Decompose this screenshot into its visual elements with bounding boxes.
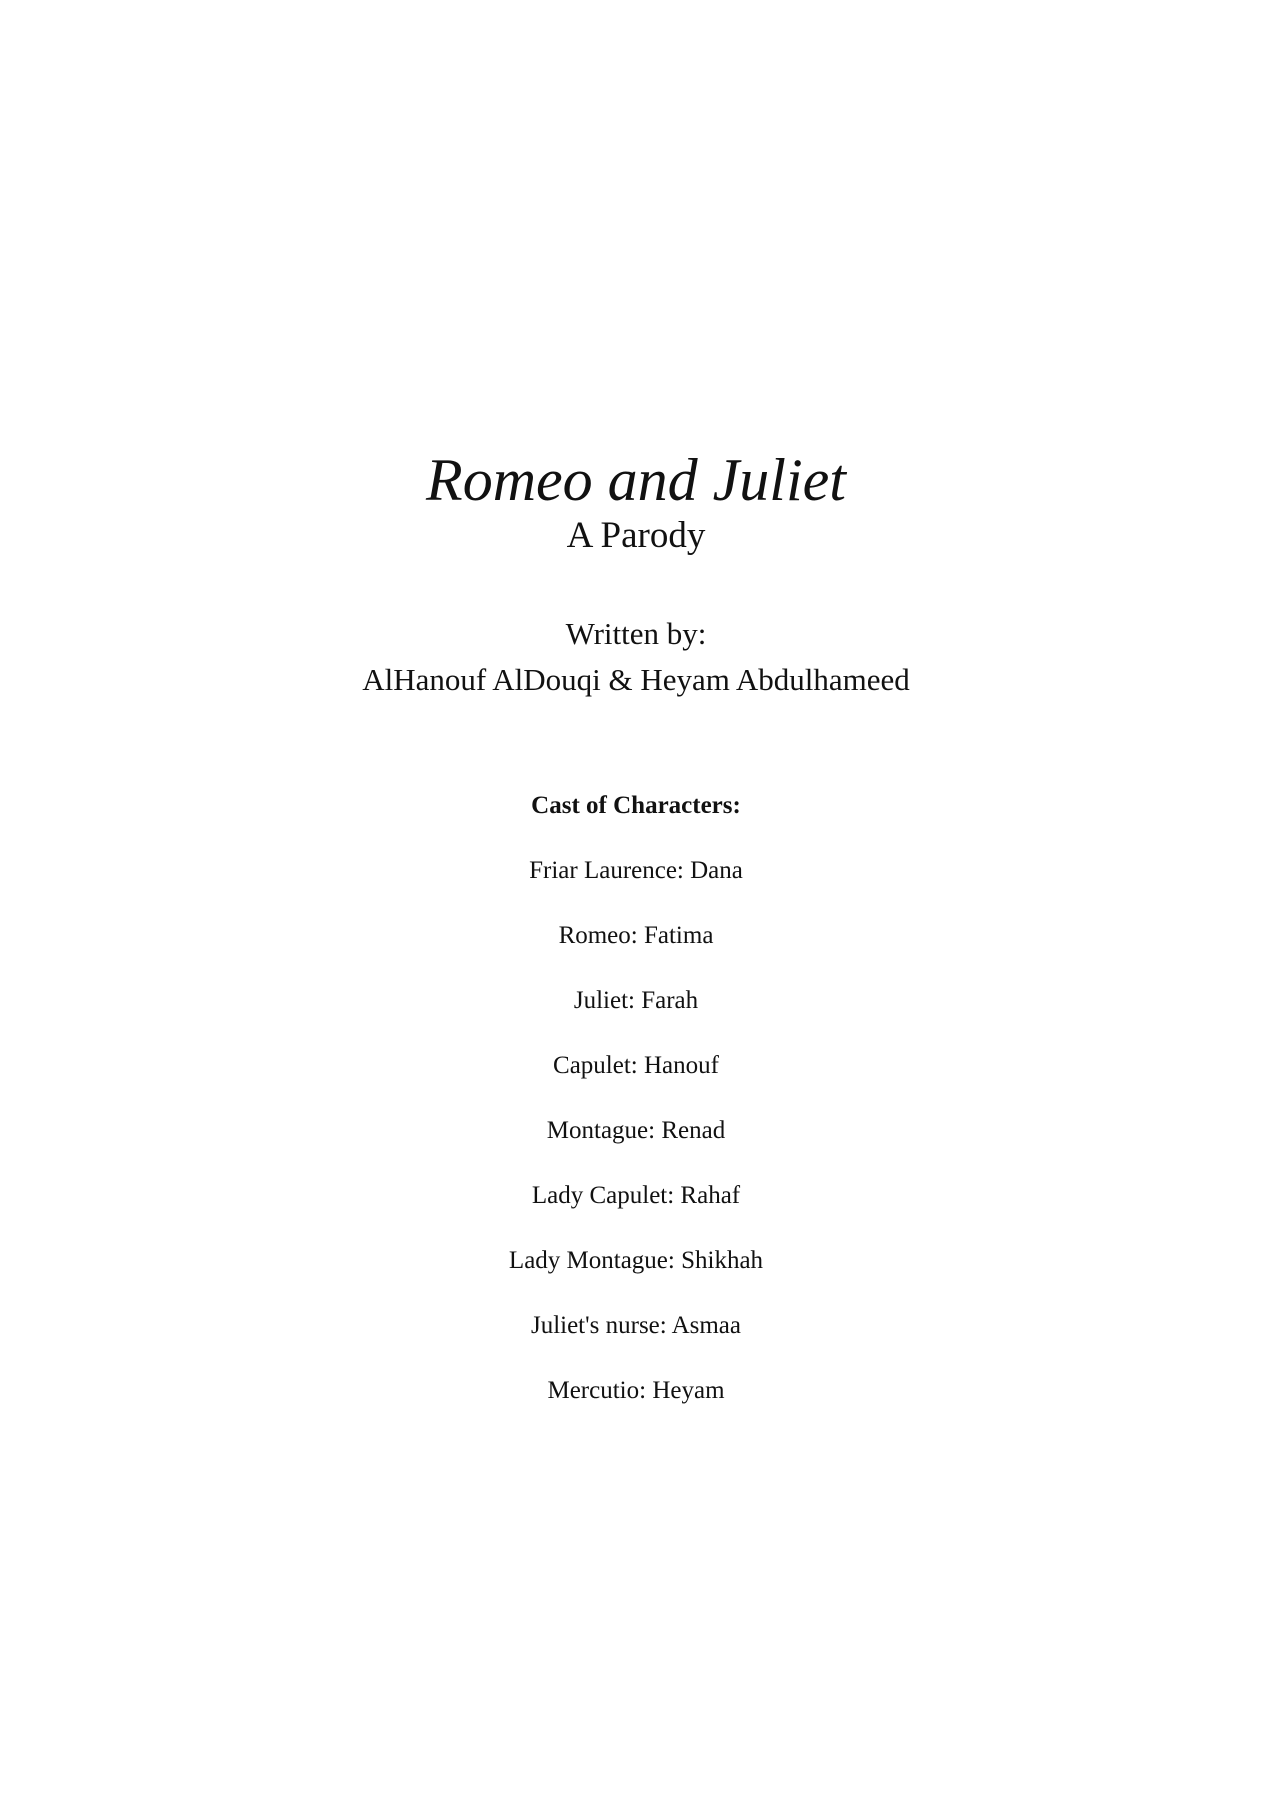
cast-item-mercutio: Mercutio: Heyam [547, 1377, 725, 1404]
cast-item-romeo: Romeo: Fatima [558, 922, 714, 949]
cast-item-juliets-nurse: Juliet's nurse: Asmaa [530, 1312, 742, 1339]
cast-item-lady-capulet: Lady Capulet: Rahaf [531, 1182, 741, 1209]
cast-heading: Cast of Characters: [531, 792, 741, 819]
cast-list [0, 855, 1272, 1440]
cast-item-friar-laurence: Friar Laurence: Dana [529, 857, 743, 884]
authors-line: AlHanouf AlDouqi & Heyam Abdulhameed [362, 662, 910, 697]
cast-item-capulet: Capulet: Hanouf [553, 1052, 719, 1079]
play-title: Romeo and Juliet [426, 447, 846, 513]
cast-item-montague: Montague: Renad [546, 1117, 726, 1144]
cast-item-juliet: Juliet: Farah [573, 987, 699, 1014]
play-subtitle: A Parody [566, 515, 706, 556]
cast-item-lady-montague: Lady Montague: Shikhah [508, 1247, 764, 1274]
written-by-label: Written by: [565, 616, 707, 651]
